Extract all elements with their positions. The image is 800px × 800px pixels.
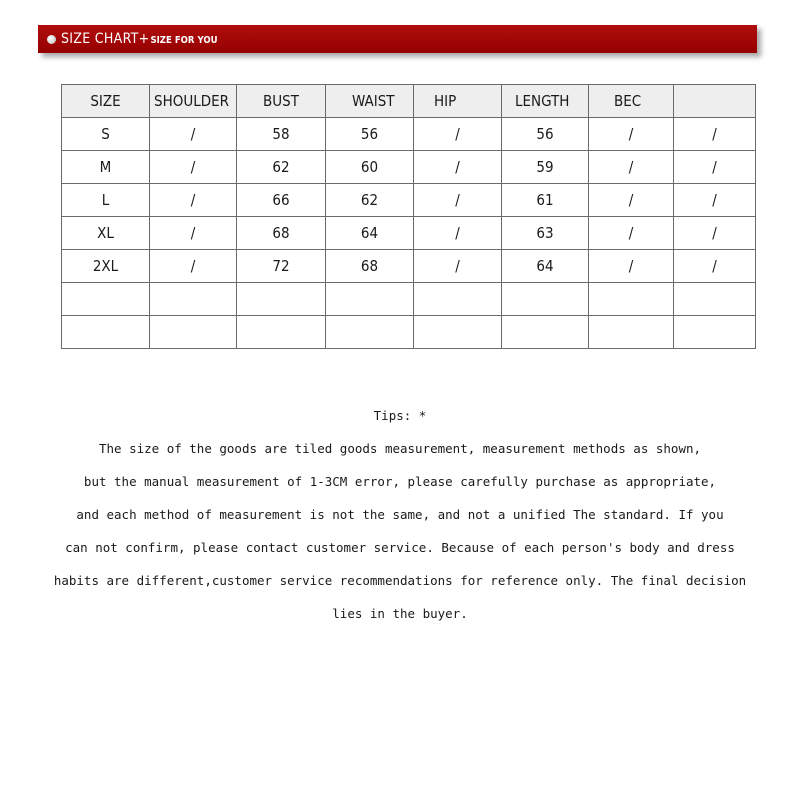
header-waist: WAIST: [326, 85, 414, 118]
cell-hip: /: [414, 151, 502, 184]
cell-shoulder: /: [150, 250, 237, 283]
cell-waist: 62: [326, 184, 414, 217]
cell-length: 59: [502, 151, 589, 184]
cell-shoulder: /: [150, 184, 237, 217]
cell-size: S: [62, 118, 150, 151]
cell-hip: [414, 283, 502, 316]
cell-bust: 68: [237, 217, 326, 250]
cell-waist: [326, 283, 414, 316]
cell-bec: [589, 316, 674, 349]
cell-bust: 58: [237, 118, 326, 151]
banner-subtitle: SIZE FOR YOU: [150, 34, 218, 46]
cell-waist: 68: [326, 250, 414, 283]
banner-title: SIZE CHART+: [61, 31, 150, 47]
table-row: [62, 283, 756, 316]
cell-size: XL: [62, 217, 150, 250]
size-chart-banner: [38, 25, 757, 53]
cell-size: [62, 316, 150, 349]
cell-bust: 66: [237, 184, 326, 217]
cell-length: 64: [502, 250, 589, 283]
cell-bust: [237, 316, 326, 349]
cell-extra: /: [674, 151, 756, 184]
cell-bec: /: [589, 151, 674, 184]
header-hip: HIP: [414, 85, 502, 118]
tips-line: habits are different,customer service recommendations for reference only. The final decision: [53, 573, 747, 588]
table-row: [62, 316, 756, 349]
cell-waist: 56: [326, 118, 414, 151]
cell-length: [502, 316, 589, 349]
cell-waist: 64: [326, 217, 414, 250]
size-chart-table: [61, 84, 756, 349]
cell-bust: 62: [237, 151, 326, 184]
table-row: [62, 250, 756, 283]
cell-shoulder: [150, 283, 237, 316]
table-row: [62, 151, 756, 184]
cell-length: 63: [502, 217, 589, 250]
cell-bust: [237, 283, 326, 316]
bullet-icon: [47, 35, 56, 44]
cell-size: [62, 283, 150, 316]
cell-shoulder: /: [150, 118, 237, 151]
cell-length: [502, 283, 589, 316]
tips-line: The size of the goods are tiled goods measurement, measurement methods as shown,: [98, 441, 702, 456]
cell-extra: [674, 283, 756, 316]
table-row: [62, 184, 756, 217]
cell-extra: [674, 316, 756, 349]
cell-hip: /: [414, 118, 502, 151]
cell-shoulder: /: [150, 217, 237, 250]
header-length: LENGTH: [502, 85, 589, 118]
cell-shoulder: [150, 316, 237, 349]
cell-hip: /: [414, 217, 502, 250]
cell-size: M: [62, 151, 150, 184]
cell-waist: 60: [326, 151, 414, 184]
cell-size: L: [62, 184, 150, 217]
tips-line: and each method of measurement is not the same, and not a unified The standard. If you: [76, 507, 724, 522]
header-blank: [674, 85, 756, 118]
cell-extra: /: [674, 118, 756, 151]
cell-length: 61: [502, 184, 589, 217]
cell-bec: /: [589, 250, 674, 283]
cell-extra: /: [674, 250, 756, 283]
cell-bec: /: [589, 184, 674, 217]
header-bust: BUST: [237, 85, 326, 118]
cell-bec: [589, 283, 674, 316]
cell-length: 56: [502, 118, 589, 151]
cell-waist: [326, 316, 414, 349]
header-shoulder: SHOULDER: [150, 85, 237, 118]
cell-hip: [414, 316, 502, 349]
header-size: SIZE: [62, 85, 150, 118]
tips-line: can not confirm, please contact customer service. Because of each person's body and dress: [65, 540, 735, 555]
cell-hip: /: [414, 250, 502, 283]
table-row: [62, 217, 756, 250]
cell-bust: 72: [237, 250, 326, 283]
header-bec: BEC: [589, 85, 674, 118]
tips-line: lies in the buyer.: [332, 606, 468, 621]
cell-bec: /: [589, 118, 674, 151]
cell-shoulder: /: [150, 151, 237, 184]
cell-extra: /: [674, 184, 756, 217]
table-row: [62, 118, 756, 151]
cell-size: 2XL: [62, 250, 150, 283]
cell-bec: /: [589, 217, 674, 250]
cell-hip: /: [414, 184, 502, 217]
tips-section: [0, 402, 800, 633]
table-header-row: [62, 85, 756, 118]
cell-extra: /: [674, 217, 756, 250]
tips-heading: Tips: *: [373, 408, 427, 423]
tips-line: but the manual measurement of 1-3CM error, please carefully purchase as appropriate,: [83, 474, 717, 489]
